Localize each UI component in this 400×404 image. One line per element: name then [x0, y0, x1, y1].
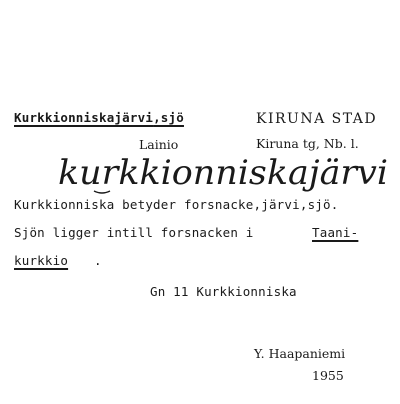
author: Y. Haapaniemi [254, 346, 346, 361]
headword-name: Kurkkionniskajärvi [14, 110, 154, 125]
gn-reference: Gn 11 Kurkkionniska [150, 284, 297, 299]
body-line-3-end: . [94, 253, 102, 268]
body-line-2: Sjön ligger intill forsnacken i [14, 225, 254, 240]
handwritten-name-text: kurkkionniskajärvi [58, 153, 388, 193]
year: 1955 [312, 368, 344, 383]
handwritten-name [54, 144, 394, 200]
parish: Lainio [139, 137, 179, 152]
body-line-2-place: Taani- [312, 225, 359, 240]
headword [14, 110, 184, 125]
municipality: KIRUNA STAD [256, 111, 378, 127]
headword-suffix: ,sjö [153, 110, 184, 125]
body-line-1: Kurkkionniska betyder forsnacke,järvi,sjö. [14, 197, 339, 212]
map-reference: Kiruna tg, Nb. l. [256, 136, 359, 151]
body-line-3-place: kurkkio [14, 253, 69, 268]
